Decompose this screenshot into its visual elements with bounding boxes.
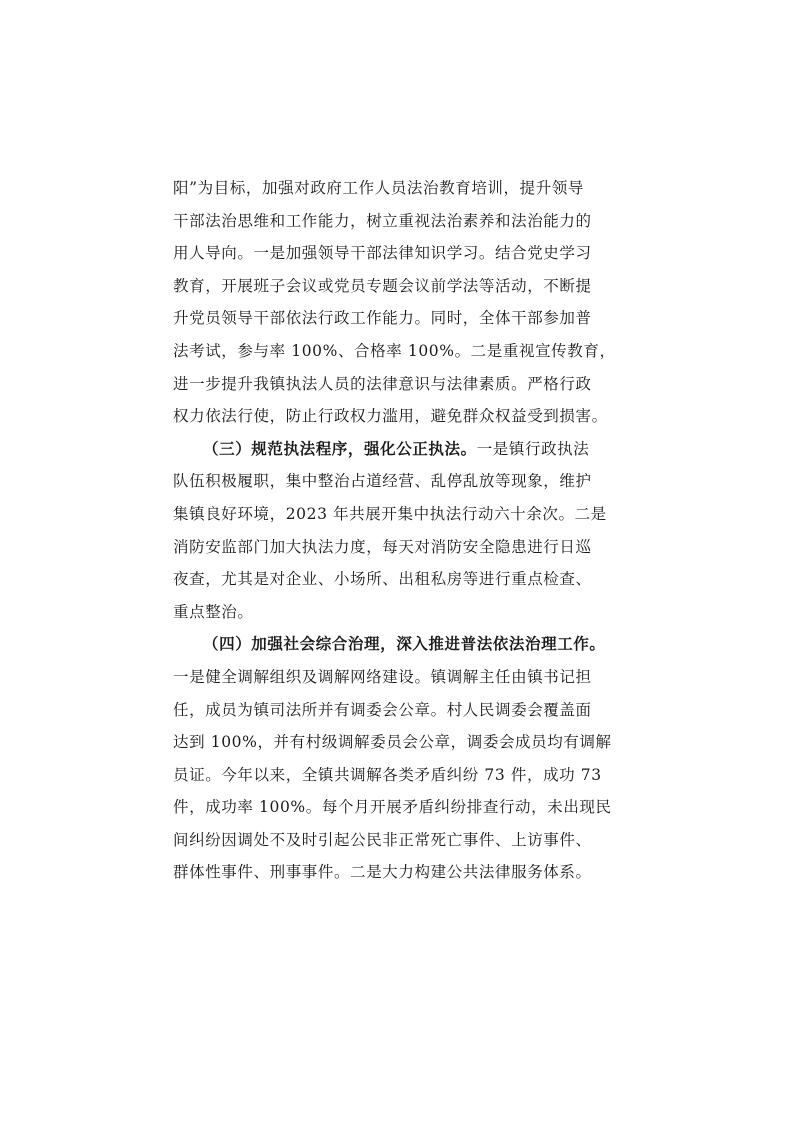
text-line [173, 237, 788, 270]
body-text: 间纠纷因调处不及时引起公民非正常死亡事件、上访事件、 [173, 830, 592, 849]
text-line [173, 628, 788, 661]
body-text: 重点整治。 [173, 602, 254, 621]
text-line [173, 368, 788, 401]
text-line [173, 531, 788, 564]
body-text: 权力依法行使，防止行政权力滥用，避免群众权益受到损害。 [173, 407, 608, 426]
text-line [173, 661, 788, 694]
body-text: 任，成员为镇司法所并有调委会公章。村人民调委会覆盖面 [173, 700, 592, 719]
paragraph-p2 [173, 433, 788, 629]
body-text: 员证。今年以来，全镇共调解各类矛盾纠纷 73 件，成功 73 [173, 765, 602, 784]
section-heading: （三）规范执法程序，强化公正执法。 [203, 438, 477, 458]
body-text: 队伍积极履职，集中整治占道经营、乱停乱放等现象，维护 [173, 472, 592, 491]
body-text: 用人导向。一是加强领导干部法律知识学习。结合党史学习 [173, 244, 592, 263]
text-line [173, 563, 788, 596]
text-line [173, 694, 788, 727]
document-body [173, 172, 788, 889]
body-text: 消防安监部门加大执法力度，每天对消防安全隐患进行日巡 [173, 537, 592, 556]
body-text: 进一步提升我镇执法人员的法律意识与法律素质。严格行政 [173, 374, 592, 393]
text-line [173, 465, 788, 498]
text-line [173, 400, 788, 433]
body-text: 升党员领导干部依法行政工作能力。同时，全体干部参加普 [173, 309, 592, 328]
body-text: 达到 100%，并有村级调解委员会公章，调委会成员均有调解 [173, 733, 612, 752]
text-line [173, 759, 788, 792]
text-line [173, 824, 788, 857]
text-line [173, 205, 788, 238]
body-text: 阳”为目标，加强对政府工作人员法治教育培训，提升领导 [173, 179, 585, 197]
body-text: 群体性事件、刑事事件。二是大力构建公共法律服务体系。 [173, 863, 592, 882]
text-line [173, 791, 788, 824]
body-text: 集镇良好环境，2023 年共展开集中执法行动六十余次。二是 [173, 504, 607, 523]
section-heading: （四）加强社会综合治理，深入推进普法依法治理工作。 [203, 634, 606, 654]
body-text: 法考试，参与率 100%、合格率 100%。二是重视宣传教育， [173, 341, 616, 360]
text-line [173, 302, 788, 335]
body-text: 一是健全调解组织及调解网络建设。镇调解主任由镇书记担 [173, 667, 592, 686]
text-line [173, 172, 788, 205]
body-text: 干部法治思维和工作能力，树立重视法治素养和法治能力的 [173, 211, 592, 230]
text-line [173, 335, 788, 368]
text-line [173, 726, 788, 759]
paragraph-p1 [173, 172, 788, 433]
body-text: 件，成功率 100%。每个月开展矛盾纠纷排查行动，未出现民 [173, 798, 612, 817]
text-line [173, 596, 788, 629]
text-line [173, 270, 788, 303]
text-line [173, 433, 788, 466]
text-line [173, 856, 788, 889]
text-line [173, 498, 788, 531]
body-text: 夜查，尤其是对企业、小场所、出租私房等进行重点检查、 [173, 570, 592, 589]
body-text: 一是镇行政执法 [476, 439, 590, 458]
body-text: 教育，开展班子会议或党员专题会议前学法等活动，不断提 [173, 276, 592, 295]
paragraph-p3 [173, 628, 788, 889]
